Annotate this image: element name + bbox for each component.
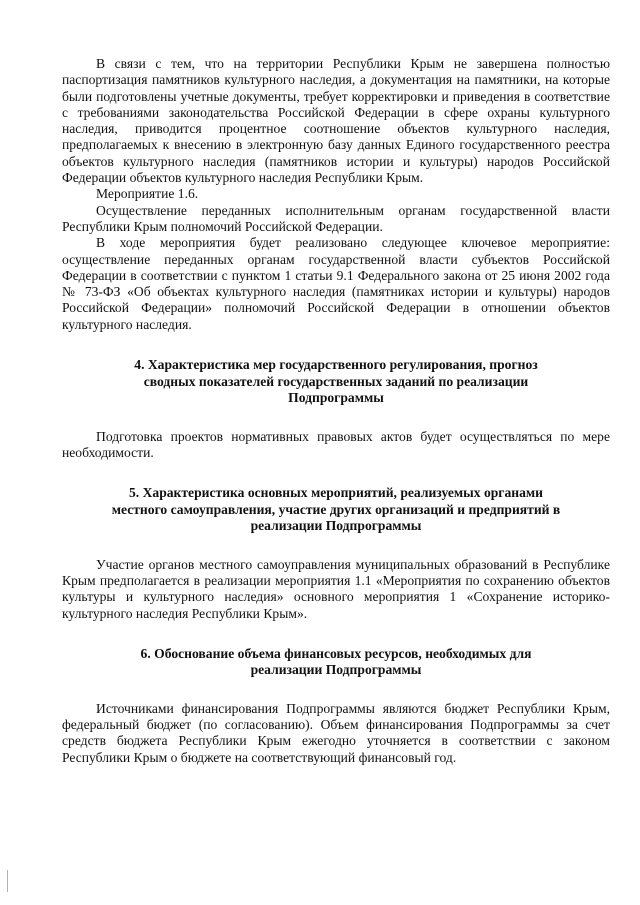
measure-details: В ходе мероприятия будет реализовано следующее ключевое мероприятие: осуществление переданных органам государственной власти субъектов Российской Федерации в соответствии с пунктом 1 статьи 9.1 Федерального закона от 25 июня 2002 года № 73-ФЗ «Об объектах культурного наследия (памятниках истории и культуры) народов Российской Федерации» полномочий Российской Федерации в отношении объектов культурного наследия. [62,235,610,332]
measure-description: Осуществление переданных исполнительным органам государственной власти Республики Крым полномочий Российской Федерации. [62,202,610,234]
section-title-line: 4. Характеристика мер государственного регулирования, прогноз [134,357,538,373]
section-6-body: Источниками финансирования Подпрограммы являются бюджет Республики Крым, федеральный бюджет (по согласованию). Объем финансирования Подпрограммы за счет средств бюджета Республики Крым ежегодно уточняется в соответствии с законом Республики Крым о бюджете на соответствующий финансовый год. [62,700,610,765]
intro-paragraph: В связи с тем, что на территории Республики Крым не завершена полностью паспортизация памятников культурного наследия, а документация на памятники, на которые были подготовлены учетные документы, требует корректировки и приведения в соответствие с требованиями законодательства Российской Федерации в сфере охраны культурного наследия, приводится процентное соотношение объектов культурного наследия, предполагаемых к внесению в электронную базу данных Единого государственного реестра объектов культурного наследия (памятников истории и культуры) народов Российской Федерации объектов культурного наследия Республики Крым. [62,56,610,186]
section-title-line: сводных показателей государственных заданий по реализации [143,373,529,389]
section-title-line: реализации Подпрограммы [250,518,422,534]
section-5-heading [62,485,610,535]
section-5-body: Участие органов местного самоуправления муниципальных образований в Республике Крым предполагается в реализации мероприятия 1.1 «Мероприятия по сохранению объектов культуры и культурного наследия» основного мероприятия 1 «Сохранение историко-культурного наследия Республики Крым». [62,556,610,621]
section-4-body: Подготовка проектов нормативных правовых актов будет осуществляться по мере необходимости. [62,428,610,460]
section-title-line: реализации Подпрограммы [250,662,422,678]
section-4-heading [62,357,610,407]
section-6-heading [62,646,610,679]
section-title-line: местного самоуправления, участие других организаций и предприятий в [111,501,561,517]
measure-label: Мероприятие 1.6. [96,186,199,202]
section-title-line: 5. Характеристика основных мероприятий, реализуемых органами [128,485,543,501]
section-title-line: 6. Обоснование объема финансовых ресурсов, необходимых для [140,645,532,661]
section-title-line: Подпрограммы [288,390,384,406]
scan-margin-mark [7,870,8,892]
